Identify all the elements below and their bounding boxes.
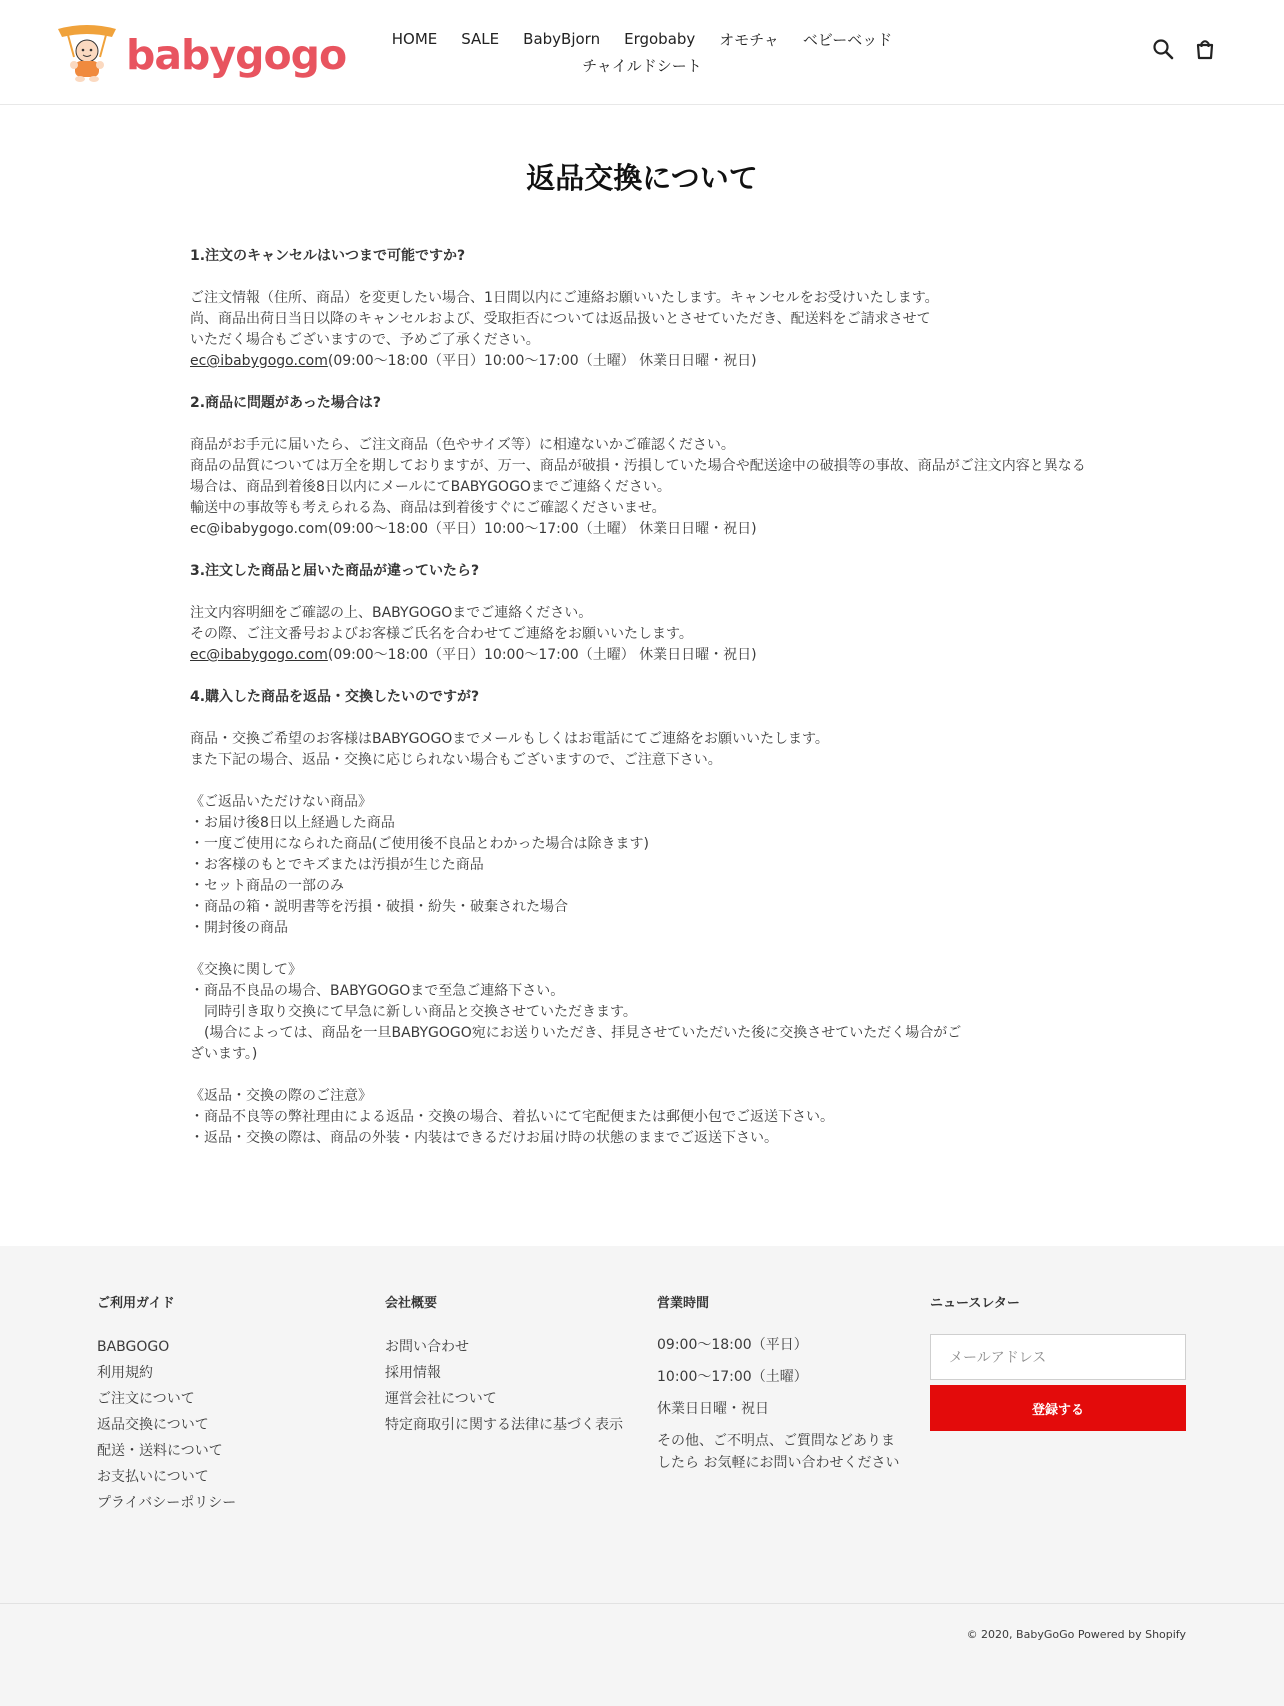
footer-heading: 会社概要 [385, 1296, 438, 1311]
list-heading: 《ご返品いただけない商品》 [190, 794, 372, 810]
footer-link[interactable]: 採用情報 [385, 1365, 441, 1381]
nav-child-seat[interactable]: チャイルドシート [582, 56, 702, 75]
section-heading: 1.注文のキャンセルはいつまで可能ですか? [190, 248, 466, 264]
footer-link[interactable]: 運営会社について [385, 1391, 497, 1407]
section-heading: 4.購入した商品を返品・交換したいのですが? [190, 689, 480, 705]
site-footer [0, 1246, 1284, 1706]
list-item: ざいます。) [190, 1046, 258, 1062]
hours-note: その他、ご不明点、ご質問などありま したら お気軽にお問い合わせください [657, 1433, 900, 1471]
footer-link[interactable]: 特定商取引に関する法律に基づく表示 [385, 1417, 623, 1433]
section-text: 注文内容明細をご確認の上、BABYGOGOまでご連絡ください。 [190, 605, 593, 621]
list-item: ・開封後の商品 [190, 920, 288, 936]
business-hours-text: (09:00〜18:00（平日）10:00〜17:00（土曜） 休業日日曜・祝日) [327, 647, 757, 663]
section-text: ご注文情報（住所、商品）を変更したい場合、1日間以内にご連絡お願いいたします。キャンセルをお受けいたします。 [190, 290, 939, 306]
list-item: ・返品・交換の際は、商品の外装・内装はできるだけお届け時の状態のままでご返送下さい。 [190, 1130, 778, 1146]
list-item: ・商品の箱・説明書等を汚損・破損・紛失・破棄された場合 [190, 899, 568, 915]
section-text: 場合は、商品到着後8日以内にメールにてBABYGOGOまでご連絡ください。 [190, 479, 671, 495]
section-text: その際、ご注文番号およびお客様ご氏名を合わせてご連絡をお願いいたします。 [190, 626, 693, 642]
section-text: また下記の場合、返品・交換に応じられない場合もございますので、ご注意下さい。 [190, 752, 722, 768]
main-nav [392, 26, 892, 78]
footer-company [385, 1292, 623, 1438]
site-header [0, 0, 1284, 105]
hours-text: 10:00〜17:00（土曜） [657, 1369, 808, 1385]
email-link[interactable]: ec@ibabygogo.com [190, 647, 328, 663]
hours-text: 休業日日曜・祝日 [657, 1401, 769, 1417]
contact-line [190, 645, 1090, 666]
section-heading: 2.商品に問題があった場合は? [190, 395, 382, 411]
footer-link[interactable]: 利用規約 [97, 1365, 153, 1381]
page-title: 返品交換について [526, 161, 758, 195]
section-text: 商品がお手元に届いたら、ご注文商品（色やサイズ等）に相違ないかご確認ください。 [190, 437, 735, 453]
list-heading: 《返品・交換の際のご注意》 [190, 1088, 372, 1104]
footer-link[interactable]: プライバシーポリシー [97, 1495, 237, 1511]
contact-line [190, 351, 1090, 372]
section-text: ec@ibabygogo.com(09:00〜18:00（平日）10:00〜17:00（土曜） 休業日日曜・祝日) [190, 521, 757, 537]
list-heading: 《交換に関して》 [190, 962, 302, 978]
footer-link[interactable]: 配送・送料について [97, 1443, 223, 1459]
section-text: 商品・交換ご希望のお客様はBABYGOGOまでメールもしくはお電話にてご連絡をお願いいたします。 [190, 731, 829, 747]
footer-newsletter [930, 1292, 1186, 1431]
section-text: 商品の品質については万全を期しておりますが、万一、商品が破損・汚損していた場合や配送途中の破損等の事故、商品がご注文内容と異なる [190, 458, 1086, 474]
cart-icon[interactable] [1194, 38, 1218, 62]
copyright-text: © 2020, BabyGoGo Powered by Shopify [966, 1628, 1186, 1641]
footer-link[interactable]: お支払いについて [97, 1469, 209, 1485]
business-hours-text: (09:00〜18:00（平日）10:00〜17:00（土曜） 休業日日曜・祝日) [327, 353, 757, 369]
section-heading: 3.注文した商品と届いた商品が違っていたら? [190, 563, 480, 579]
footer-heading: ニュースレター [930, 1296, 1020, 1311]
footer-link[interactable]: お問い合わせ [385, 1339, 469, 1355]
logo-text: babygogo [126, 31, 347, 79]
site-logo[interactable] [56, 22, 347, 84]
hours-text: 09:00〜18:00（平日） [657, 1337, 808, 1353]
baby-mascot-icon [56, 23, 118, 83]
footer-link[interactable]: ご注文について [97, 1391, 195, 1407]
list-item: (場合によっては、商品を一旦BABYGOGO宛にお送りいただき、拝見させていただいた後に交換させていただく場合がご [190, 1025, 962, 1041]
subscribe-button[interactable]: 登録する [930, 1385, 1186, 1431]
search-icon[interactable] [1152, 38, 1176, 62]
nav-babybjorn[interactable]: BabyBjorn [523, 30, 601, 48]
footer-link[interactable]: BABGOGO [97, 1339, 170, 1355]
footer-heading: 営業時間 [657, 1296, 710, 1311]
nav-toys[interactable]: オモチャ [719, 30, 779, 49]
email-link[interactable]: ec@ibabygogo.com [190, 353, 328, 369]
footer-link[interactable]: 返品交換について [97, 1417, 209, 1433]
section-text: 尚、商品出荷日当日以降のキャンセルおよび、受取拒否については返品扱いとさせていただき、配送料をご請求させて [190, 311, 931, 327]
nav-ergobaby[interactable]: Ergobaby [624, 30, 696, 48]
newsletter-email-input[interactable]: メールアドレス [930, 1334, 1186, 1380]
list-item: 同時引き取り交換にて早急に新しい商品と交換させていただきます。 [190, 1004, 637, 1020]
footer-divider [0, 1603, 1284, 1604]
list-item: ・商品不良品の場合、BABYGOGOまで至急ご連絡下さい。 [190, 983, 565, 999]
list-item: ・商品不良等の弊社理由による返品・交換の場合、着払いにて宅配便または郵便小包でご返送下さい。 [190, 1109, 834, 1125]
list-item: ・お客様のもとでキズまたは汚損が生じた商品 [190, 857, 484, 873]
nav-home[interactable]: HOME [391, 30, 438, 48]
section-text: 輸送中の事故等も考えられる為、商品は到着後すぐにご確認くださいませ。 [190, 500, 666, 516]
list-item: ・お届け後8日以上経過した商品 [190, 815, 395, 831]
nav-baby-bed[interactable]: ベビーベッド [802, 30, 893, 49]
section-text: いただく場合もございますので、予めご了承ください。 [190, 332, 540, 348]
nav-sale[interactable]: SALE [461, 30, 500, 48]
footer-hours [657, 1292, 907, 1484]
footer-heading: ご利用ガイド [97, 1296, 175, 1311]
footer-guide [97, 1292, 236, 1516]
policy-content [190, 246, 1090, 1149]
header-icons [1152, 38, 1218, 62]
list-item: ・一度ご使用になられた商品(ご使用後不良品とわかった場合は除きます) [190, 836, 649, 852]
list-item: ・セット商品の一部のみ [190, 878, 344, 894]
